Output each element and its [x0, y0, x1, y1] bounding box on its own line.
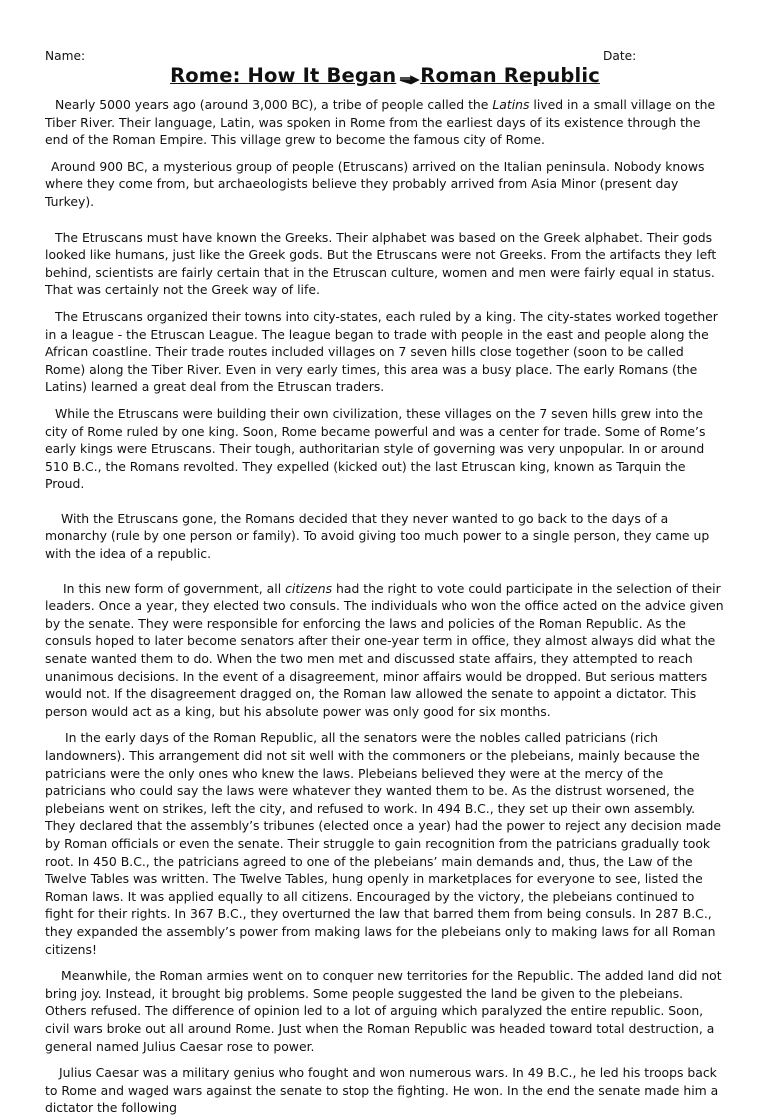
title-left: Rome: How It Began: [170, 64, 397, 87]
paragraph-julius-caesar: Julius Caesar was a military genius who fought and won numerous wars. In 49 B.C., he led his troops back to Rome and waged wars against the senate to stop the fighting. He won. In the end the senate made him a dictator the following: [45, 1065, 719, 1116]
name-label: Name:: [45, 49, 86, 63]
right-arrow-icon: [399, 65, 419, 88]
paragraph-republic-idea: With the Etruscans gone, the Romans decided that they never wanted to go back to the days of a monarchy (rule by one person or family). To avoid giving too much power to a single person, they came up with the idea of a republic.: [45, 510, 710, 562]
paragraph-rome-grows: While the Etruscans were building their own civilization, these villages on the 7 seven hills grew into the city of Rome ruled by one king. Soon, Rome became powerful and was a center for trade. Some of Rome’s early kings were Etruscans. Their tough, authoritarian style of governing was very unpopular. In or around 510 B.C., the Romans revolted. They expelled (kicked out) the last Etruscan king, known as Tarquin the Proud.: [45, 405, 706, 492]
paragraph-civil-wars: Meanwhile, the Roman armies went on to conquer new territories for the Republic. The added land did not bring joy. Instead, it brought big problems. Some people suggested the land be given to the plebeians. Others refused. The difference of opinion led to a lot of arguing which paralyzed the entire republic. Soon, civil wars broke out all around Rome. Just when the Roman Republic was headed toward total destruction, a general named Julius Caesar rose to power.: [45, 968, 722, 1054]
date-label: Date:: [603, 49, 637, 63]
emphasis-latins: Latins: [492, 97, 530, 112]
paragraph-etruscans-greeks: The Etruscans must have known the Greeks. Their alphabet was based on the Greek alphabet. Their gods looked like humans, just like the Greek gods. But the Etruscans were not Greeks. From the artifacts they left behind, scientists are fairly certain that in the Etruscan culture, women and men were fairly equal in status. That was certainly not the Greek way of life.: [45, 229, 717, 298]
paragraph-text: lived in a small village on the Tiber River. Their language, Latin, was spoken in Rome from the earliest days of its existence through the end of the Roman Empire. This village grew to become the famous city of Rome.: [45, 97, 716, 148]
header-row: [45, 48, 725, 64]
page-title: [45, 64, 725, 88]
paragraph-text: had the right to vote could participate in the selection of their leaders. Once a year, they elected two consuls. The individuals who won the office acted on the advice given by the senate. They were responsible for enforcing the laws and policies of the Roman Republic. As the consuls hoped to later become senators after their one-year term in office, they almost always did what the senate wanted them to do. When the two men met and discussed state affairs, they attempted to reach unanimous decisions. In the event of a disagreement, minor affairs would be dropped. But serious matters would not. If the disagreement dragged on, the Roman law allowed the senate to appoint a dictator. This person would act as a king, but his absolute power was only good for six months.: [45, 580, 724, 719]
paragraph-citizens-consuls: [45, 580, 725, 721]
paragraph-etruscans-arrive: Around 900 BC, a mysterious group of people (Etruscans) arrived on the Italian peninsula. Nobody knows where they come from, but archaeologists believe they probably arrived from Asia Minor (present day Turkey).: [45, 158, 705, 209]
emphasis-citizens: citizens: [285, 580, 333, 596]
paragraph-text: Nearly 5000 years ago (around 3,000 BC), a tribe of people called the: [55, 97, 493, 112]
paragraph-latins: [45, 96, 725, 149]
title-right: Roman Republic: [420, 64, 600, 87]
paragraph-patricians-plebeians: In the early days of the Roman Republic, all the senators were the nobles called patricians (rich landowners). This arrangement did not sit well with the commoners or the plebeians, mainly because the patricians were the only ones who knew the laws. Plebeians believed they were at the mercy of the patricians who could say the laws were whatever they wanted them to be. As the distrust worsened, the plebeians went on strikes, left the city, and refused to work. In 494 B.C., they set up their own assembly. They declared that the assembly’s tribunes (elected once a year) had the power to reject any decision made by Roman officials or even the senate. Their struggle to gain recognition from the patricians gradually took root. In 450 B.C., the patricians agreed to one of the plebeians’ main demands and, thus, the Law of the Twelve Tables was written. The Twelve Tables, hung openly in marketplaces for everyone to see, listed the Roman laws. It was applied equally to all citizens. Encouraged by the victory, the plebeians continued to fight for their rights. In 367 B.C., they overturned the law that barred them from being consuls. In 287 B.C., they expanded the assembly’s power from making laws for the plebeians only to making laws for all Roman citizens!: [45, 730, 721, 957]
paragraph-text: In this new form of government, all: [63, 580, 286, 596]
paragraph-etruscan-league: The Etruscans organized their towns into city-states, each ruled by a king. The city-states worked together in a league - the Etruscan League. The league began to trade with people in the east and people along the African coastline. Their trade routes included villages on 7 seven hills close together (soon to be called Rome) along the Tiber River. Even in very early times, this area was a busy place. The early Romans (the Latins) learned a great deal from the Etruscan traders.: [45, 308, 718, 395]
